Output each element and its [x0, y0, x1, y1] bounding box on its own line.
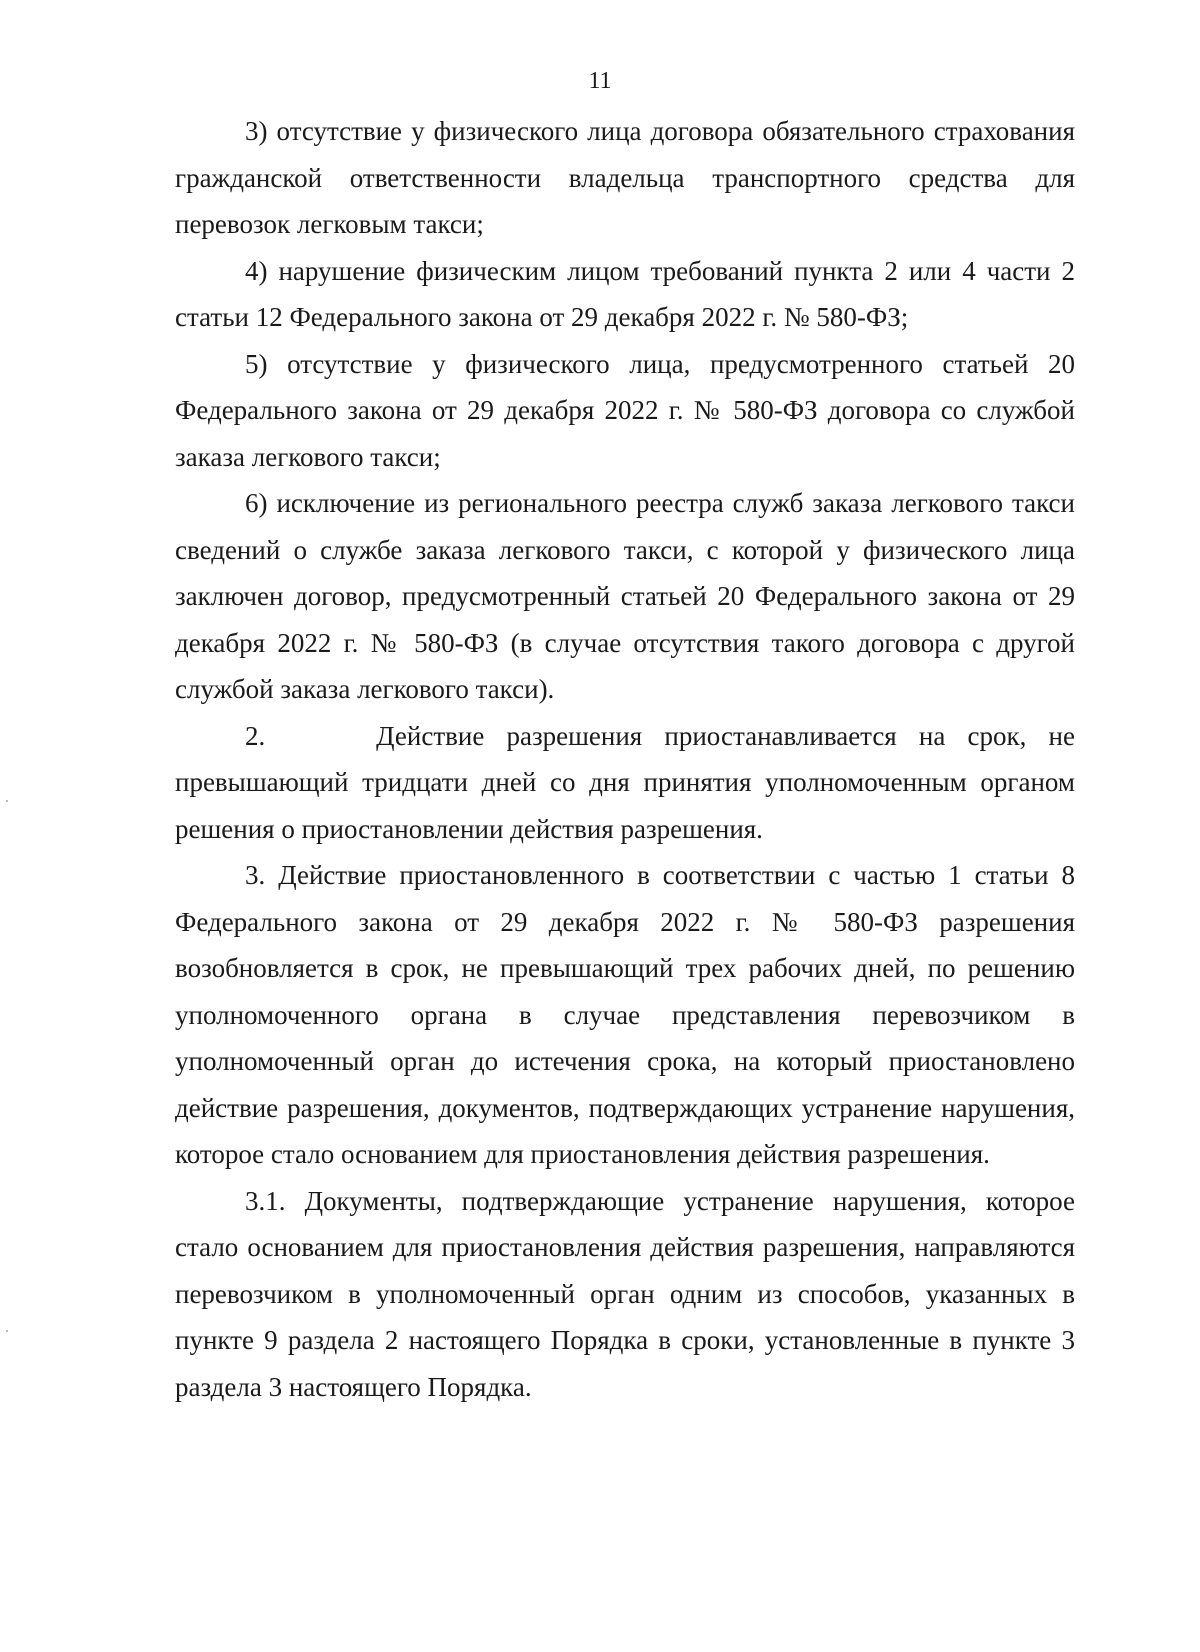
page-number: 11	[588, 68, 612, 94]
paragraph-section-3: 3. Действие приостановленного в соответствии с частью 1 статьи 8 Федерального закона от 29 декабря 2022 г. № 580-ФЗ разрешения возобновляется в срок, не превышающий трех рабочих дней, по решению уполномоченного органа в случае представления перевозчиком в уполномоченный орган до истечения срока, на который приостановлено действие разрешения, документов, подтверждающих устранение нарушения, которое стало основанием для приостановления действия разрешения.	[175, 860, 1075, 1169]
paragraph-item-5: 5) отсутствие у физического лица, предусмотренного статьей 20 Федерального закона от 29 декабря 2022 г. № 580-ФЗ договора со службой заказа легкового такси;	[175, 348, 1075, 472]
document-body	[175, 108, 1082, 1410]
paragraph-item-6: 6) исключение из регионального реестра служб заказа легкового такси сведений о службе заказа легкового такси, с которой у физического лица заключен договор, предусмотренный статьей 20 Федерального закона от 29 декабря 2022 г. № 580-ФЗ (в случае отсутствия такого договора с другой службой заказа легкового такси).	[175, 488, 1075, 704]
paragraph-item-4: 4) нарушение физическим лицом требований пункта 2 или 4 части 2 статьи 12 Федерального закона от 29 декабря 2022 г. № 580-ФЗ;	[175, 255, 1075, 332]
scan-speck	[6, 1330, 8, 1332]
paragraph-section-3-1: 3.1. Документы, подтверждающие устранение нарушения, которое стало основанием для приостановления действия разрешения, направляются перевозчиком в уполномоченный орган одним из способов, указанных в пункте 9 раздела 2 настоящего Порядка в сроки, установленные в пункте 3 раздела 3 настоящего Порядка.	[175, 1185, 1075, 1402]
paragraph-section-2: 2. Действие разрешения приостанавливается на срок, не превышающий тридцати дней со дня принятия уполномоченным органом решения о приостановлении действия разрешения.	[175, 720, 1082, 844]
paragraph-item-3: 3) отсутствие у физического лица договора обязательного страхования гражданской ответственности владельца транспортного средства для перевозок легковым такси;	[175, 116, 1075, 239]
scan-speck	[6, 800, 8, 802]
